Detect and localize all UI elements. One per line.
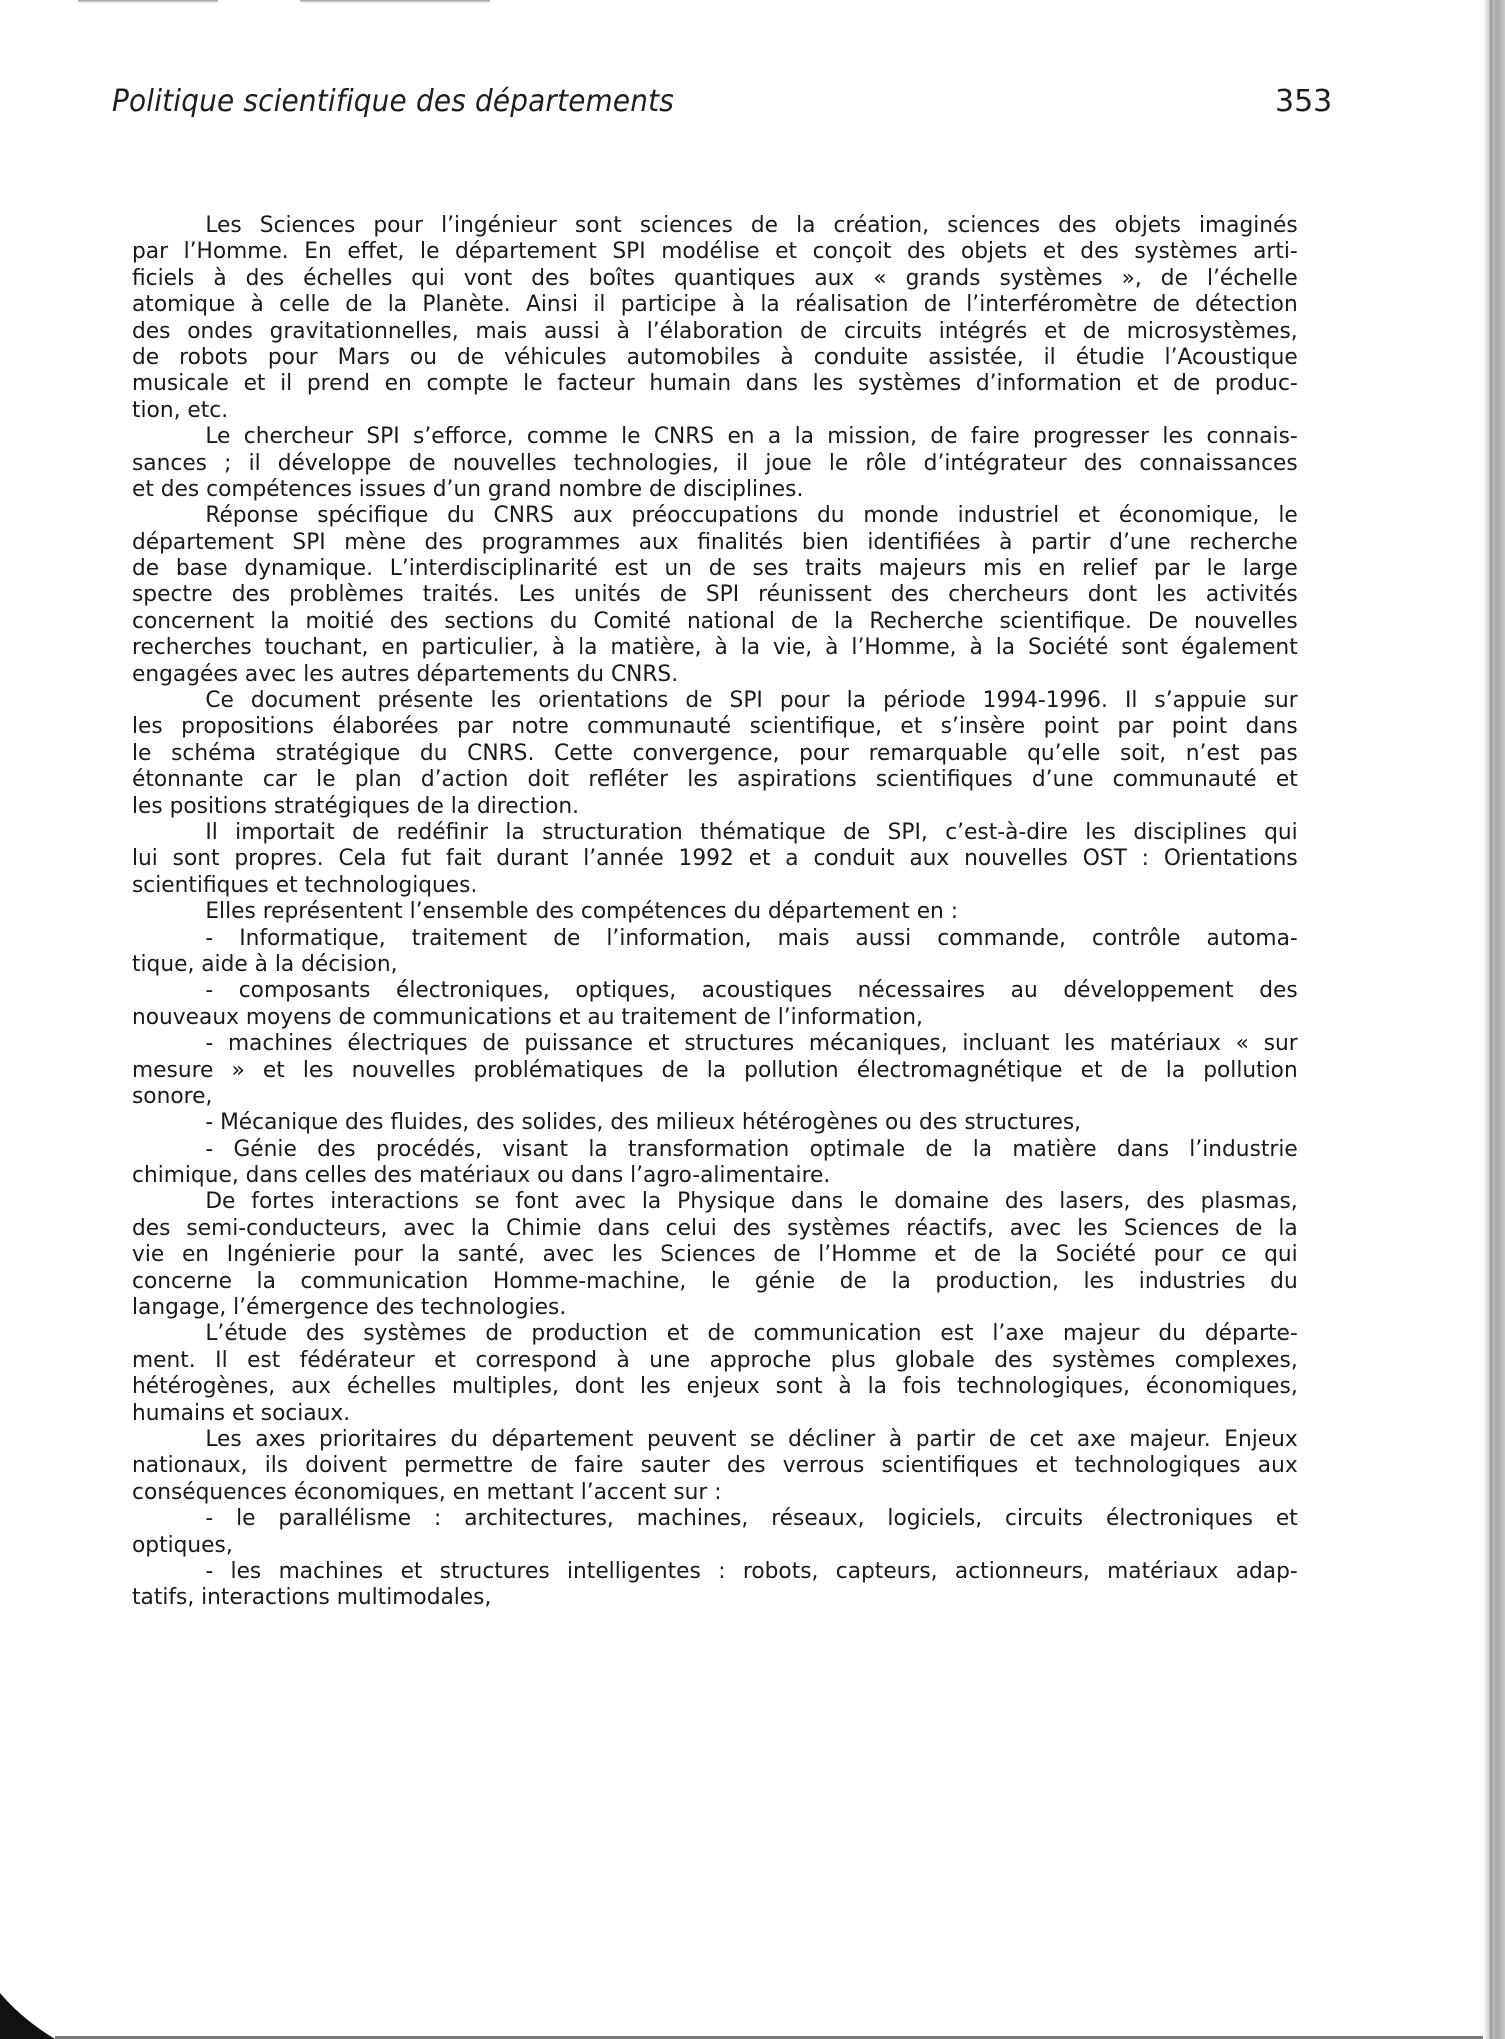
body-text xyxy=(132,212,1340,1611)
text-line: et des compétences issues d’un grand nombre de disciplines. xyxy=(132,475,804,502)
text-line: les propositions élaborées par notre communauté scientifique, et s’insère point par point dans xyxy=(132,713,1298,740)
text-line: tatifs, interactions multimodales, xyxy=(132,1584,492,1611)
page-binding-edge xyxy=(1483,0,1505,2039)
paragraph-first-line: - composants électroniques, optiques, acoustiques nécessaires au développement des xyxy=(205,977,1298,1004)
text-line: sonore, xyxy=(132,1082,213,1109)
paragraph-first-line: De fortes interactions se font avec la Physique dans le domaine des lasers, des plasmas, xyxy=(205,1188,1298,1215)
text-line: atomique à celle de la Planète. Ainsi il participe à la réalisation de l’interféromètre de détection xyxy=(132,291,1298,318)
scan-top-edge-left xyxy=(78,0,218,3)
text-line: ficiels à des échelles qui vont des boîtes quantiques aux « grands systèmes », de l’échelle xyxy=(132,264,1298,291)
text-line: ment. Il est fédérateur et correspond à une approche plus globale des systèmes complexes, xyxy=(132,1346,1298,1373)
text-line: spectre des problèmes traités. Les unités de SPI réunissent des chercheurs dont les activités xyxy=(132,581,1298,608)
text-line: humains et sociaux. xyxy=(132,1399,351,1426)
paragraph-first-line: Il importait de redéfinir la structuration thématique de SPI, c’est-à-dire les disciplines qui xyxy=(205,818,1298,845)
paragraph-first-line: - machines électriques de puissance et structures mécaniques, incluant les matériaux « sur xyxy=(205,1030,1298,1057)
paragraph-first-line: - Mécanique des fluides, des solides, des milieux hétérogènes ou des structures, xyxy=(205,1109,1082,1136)
scan-top-edge-right xyxy=(300,0,490,3)
text-line: concerne la communication Homme-machine, le génie de la production, les industries du xyxy=(132,1267,1298,1294)
text-line: département SPI mène des programmes aux finalités bien identifiées à partir d’une recherche xyxy=(132,528,1298,555)
paragraph-first-line: L’étude des systèmes de production et de communication est l’axe majeur du départe- xyxy=(205,1320,1298,1347)
text-line: des ondes gravitationnelles, mais aussi à l’élaboration de circuits intégrés et de microsystèmes, xyxy=(132,317,1298,344)
text-line: tion, etc. xyxy=(132,396,229,423)
text-line: des semi-conducteurs, avec la Chimie dans celui des systèmes réactifs, avec les Sciences de la xyxy=(132,1214,1298,1241)
text-line: optiques, xyxy=(132,1531,233,1558)
paragraph-first-line: Le chercheur SPI s’efforce, comme le CNRS en a la mission, de faire progresser les connais- xyxy=(205,423,1298,450)
text-line: vie en Ingénierie pour la santé, avec les Sciences de l’Homme et de la Société pour ce qui xyxy=(132,1241,1298,1268)
paragraph-first-line: - Informatique, traitement de l’information, mais aussi commande, contrôle automa- xyxy=(205,924,1298,951)
text-line: tique, aide à la décision, xyxy=(132,950,398,977)
text-line: chimique, dans celles des matériaux ou dans l’agro-alimentaire. xyxy=(132,1162,831,1189)
text-line: de base dynamique. L’interdisciplinarité est un de ses traits majeurs mis en relief par le large xyxy=(132,555,1298,582)
text-line: par l’Homme. En effet, le département SPI modélise et conçoit des objets et des systèmes arti- xyxy=(132,238,1298,265)
paragraph-first-line: Les axes prioritaires du département peuvent se décliner à partir de cet axe majeur. Enjeux xyxy=(205,1425,1298,1452)
text-line: concernent la moitié des sections du Comité national de la Recherche scientifique. De nouvelles xyxy=(132,607,1298,634)
running-head: Politique scientifique des départements xyxy=(112,84,674,119)
text-line: mesure » et les nouvelles problématiques de la pollution électromagnétique et de la pollution xyxy=(132,1056,1298,1083)
paragraph-first-line: - les machines et structures intelligentes : robots, capteurs, actionneurs, matériaux adap- xyxy=(205,1557,1298,1584)
text-line: sances ; il développe de nouvelles technologies, il joue le rôle d’intégrateur des connaissances xyxy=(132,449,1298,476)
page-number: 353 xyxy=(1275,84,1333,119)
text-line: scientifiques et technologiques. xyxy=(132,871,478,898)
text-line: étonnante car le plan d’action doit refléter les aspirations scientifiques d’une communauté et xyxy=(132,766,1298,793)
text-line: langage, l’émergence des technologies. xyxy=(132,1294,567,1321)
text-line: le schéma stratégique du CNRS. Cette convergence, pour remarquable qu’elle soit, n’est pas xyxy=(132,739,1298,766)
page-corner-shadow xyxy=(0,1979,60,2039)
text-line: conséquences économiques, en mettant l’accent sur : xyxy=(132,1478,722,1505)
text-line: recherches touchant, en particulier, à la matière, à la vie, à l’Homme, à la Société sont également xyxy=(132,634,1298,661)
text-line: nationaux, ils doivent permettre de faire sauter des verrous scientifiques et technologiques aux xyxy=(132,1452,1298,1479)
paragraph-first-line: - le parallélisme : architectures, machines, réseaux, logiciels, circuits électroniques et xyxy=(205,1505,1298,1532)
paragraph-first-line: - Génie des procédés, visant la transformation optimale de la matière dans l’industrie xyxy=(205,1135,1298,1162)
text-line: lui sont propres. Cela fut fait durant l’année 1992 et a conduit aux nouvelles OST : Orientations xyxy=(132,845,1298,872)
paragraph-first-line: Ce document présente les orientations de SPI pour la période 1994-1996. Il s’appuie sur xyxy=(205,687,1298,714)
text-line: de robots pour Mars ou de véhicules automobiles à conduite assistée, il étudie l’Acoustique xyxy=(132,343,1298,370)
text-line: engagées avec les autres départements du CNRS. xyxy=(132,660,679,687)
text-line: les positions stratégiques de la direction. xyxy=(132,792,580,819)
text-line: nouveaux moyens de communications et au traitement de l’information, xyxy=(132,1003,923,1030)
paragraph-first-line: Elles représentent l’ensemble des compétences du département en : xyxy=(205,898,959,925)
paragraph-first-line: Réponse spécifique du CNRS aux préoccupations du monde industriel et économique, le xyxy=(205,502,1298,529)
paragraph-first-line: Les Sciences pour l’ingénieur sont sciences de la création, sciences des objets imaginés xyxy=(205,212,1298,238)
text-line: hétérogènes, aux échelles multiples, dont les enjeux sont à la fois technologiques, économiques, xyxy=(132,1373,1298,1400)
text-line: musicale et il prend en compte le facteur humain dans les systèmes d’information et de produc- xyxy=(132,370,1298,397)
